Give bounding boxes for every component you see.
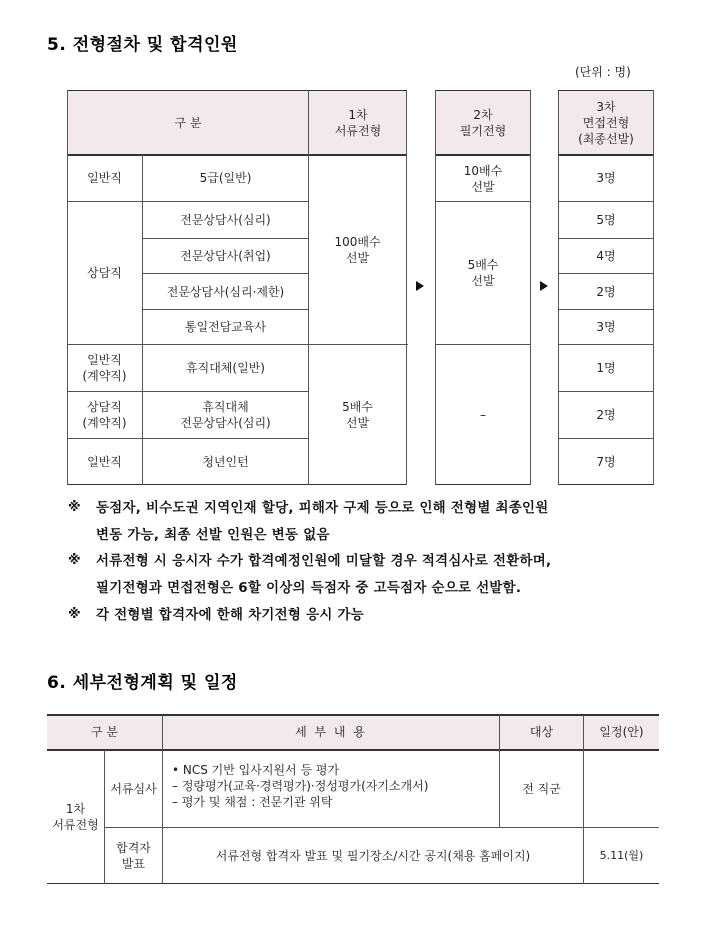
arrow-right-icon <box>416 281 424 291</box>
note-line: 서류전형 시 응시자 수가 합격예정인원에 미달할 경우 적격심사로 전환하며, <box>96 554 552 569</box>
count-cell: 2명 <box>596 284 616 299</box>
unit-label: (단위 : 명) <box>575 65 631 79</box>
count-cell: 7명 <box>596 454 616 469</box>
header-stage3: 3차 면접전형 (최종선발) <box>578 100 634 146</box>
position-cell: 통일전담교육사 <box>184 320 267 334</box>
position-cell: 휴직대체(일반) <box>186 361 265 375</box>
stage2-cell: – <box>480 407 486 422</box>
detail-line: 서류전형 합격자 발표 및 필기장소/시간 공지(채용 홈페이지) <box>215 848 531 863</box>
target-cell: 전 직군 <box>522 782 561 796</box>
header-target: 대상 <box>529 725 554 739</box>
details-list <box>172 762 428 810</box>
sub-cell: 합격자 발표 <box>116 840 151 871</box>
arrow-right-icon <box>540 281 548 291</box>
header-category: 구 분 <box>174 116 202 130</box>
note-mark: ※ <box>68 500 81 515</box>
group-cell: 일반직 <box>87 454 122 469</box>
note-mark: ※ <box>68 607 81 622</box>
count-cell: 1명 <box>596 361 616 375</box>
note-line: 필기전형과 면접전형은 6할 이상의 득점자 중 고득점자 순으로 선발함. <box>96 581 522 596</box>
detail-line: • NCS 기반 입사지원서 등 평가 <box>172 763 340 777</box>
header-schedule: 일정(안) <box>599 725 644 739</box>
section5-title: 5. 전형절차 및 합격인원 <box>47 35 238 55</box>
schedule-cell: 5.11(월) <box>599 848 644 862</box>
section6-title: 6. 세부전형계획 및 일정 <box>47 673 238 693</box>
count-cell: 3명 <box>596 171 616 185</box>
group-cell: 일반직 (계약직) <box>82 353 127 383</box>
stage2-cell: 5배수 선발 <box>467 258 499 288</box>
position-cell: 청년인턴 <box>202 454 249 469</box>
group-cell: 상담직 (계약직) <box>82 400 127 430</box>
position-cell: 전문상담사(심리) <box>180 213 271 227</box>
detail-line: – 평가 및 채점 : 전문기관 위탁 <box>172 795 333 809</box>
header-stage2: 2차 필기전형 <box>459 108 507 138</box>
position-cell: 전문상담사(취업) <box>180 249 271 263</box>
header-category: 구 분 <box>91 725 118 739</box>
position-cell: 5급(일반) <box>199 171 252 185</box>
note-line: 변동 가능, 최종 선발 인원은 변동 없음 <box>96 528 330 543</box>
position-cell: 휴직대체 전문상담사(심리) <box>180 400 271 430</box>
header-details: 세 부 내 용 <box>295 725 367 739</box>
group-cell: 상담직 <box>87 266 122 280</box>
note-line: 각 전형별 합격자에 한해 차기전형 응시 가능 <box>96 608 365 623</box>
stage1-cell: 5배수 선발 <box>342 399 373 430</box>
sub-cell: 서류심사 <box>110 782 157 796</box>
count-cell: 3명 <box>596 320 616 334</box>
stage1-cell: 100배수 선발 <box>334 235 381 265</box>
stage2-cell: 10배수 선발 <box>463 163 503 194</box>
position-cell: 전문상담사(심리·제한) <box>166 284 285 299</box>
stage-cell: 1차 서류전형 <box>52 802 99 832</box>
header-stage1: 1차 서류전형 <box>334 108 382 138</box>
note-mark: ※ <box>68 553 81 568</box>
count-cell: 2명 <box>596 408 616 422</box>
group-cell: 일반직 <box>87 171 122 185</box>
count-cell: 4명 <box>596 249 616 263</box>
count-cell: 5명 <box>596 213 616 227</box>
detail-line: – 정량평가(교육·경력평가)·정성평가(자기소개서) <box>172 779 429 793</box>
note-line: 동점자, 비수도권 지역인재 할당, 피해자 구제 등으로 인해 전형별 최종인원 <box>96 501 549 516</box>
